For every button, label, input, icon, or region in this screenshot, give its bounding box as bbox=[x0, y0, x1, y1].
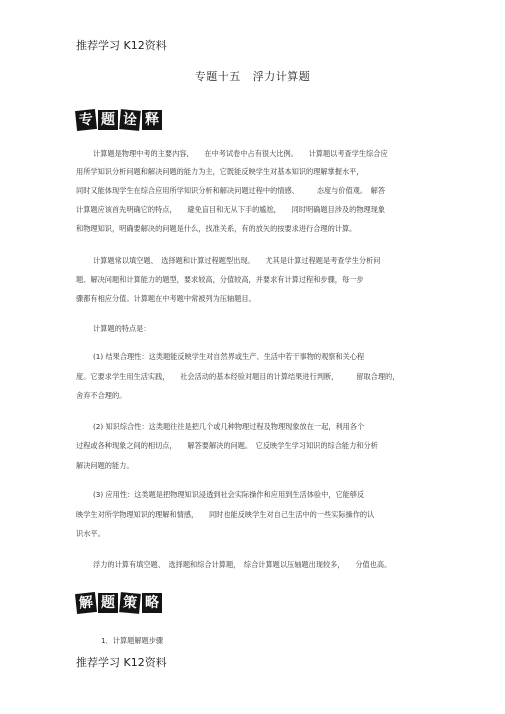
paragraph-line: 用所学知识分析问题和解决问题的能力为主，它既能反映学生对基本知识的理解掌握水平， bbox=[76, 167, 364, 176]
paragraph-line: 解决问题的能力。 bbox=[76, 461, 134, 470]
paragraph-line: 同时又能体现学生在综合应用所学知识分析和解决问题过程中的情感、 态度与价值观。 解答 bbox=[76, 186, 386, 195]
badge-char: 题 bbox=[98, 593, 118, 613]
badge-char: 略 bbox=[142, 593, 162, 613]
paragraph-line: 计算题是物理中考的主要内容， 在中考试卷中占有很大比例。 计算题以考查学生综合应 bbox=[93, 149, 388, 158]
paragraph-line: (1) 结果合理性：这类题能反映学生对自然界或生产、生活中若干事物的观察和关心程 bbox=[93, 352, 365, 361]
badge-char: 策 bbox=[119, 592, 141, 614]
title-topic-name: 浮力计算题 bbox=[252, 70, 311, 83]
paragraph-line: 骤都有相应分值。计算题在中考题中常被列为压轴题目。 bbox=[76, 294, 256, 303]
list-item: 1．计算题解题步骤 bbox=[101, 636, 164, 645]
paragraph-line: 题、解决问题和计算能力的题型，要求较高，分值较高，并要求有计算过程和步骤，每一步 bbox=[76, 275, 364, 284]
section-badge-strategy bbox=[76, 593, 162, 613]
paragraph-line: 舍弃不合理的。 bbox=[76, 391, 127, 400]
paragraph-line: 映学生对所学物理知识的理解和情感， 同时也能反映学生对自己生活中的一些实际操作的认 bbox=[76, 510, 375, 519]
section-badge-explanation bbox=[76, 110, 162, 130]
badge-char: 解 bbox=[75, 592, 97, 614]
badge-char: 专 bbox=[75, 109, 97, 131]
page-header: 推荐学习 K12资料 bbox=[76, 39, 167, 52]
document-title bbox=[0, 68, 505, 84]
badge-char: 题 bbox=[98, 110, 118, 130]
paragraph-line: 计算题应该首先明确它的特点， 避免盲目和无从下手的尴尬， 同时明确题目涉及的物理现象 bbox=[76, 205, 386, 214]
paragraph-line: (3) 应用性：这类题是把物理知识浸透到社会实际操作和应用到生活体验中，它能够反 bbox=[93, 490, 365, 499]
paragraph-line: 浮力的计算有填空题、 选择题和综合计算题， 综合计算题以压轴题出现较多， 分值也高。 bbox=[93, 560, 392, 569]
badge-char: 诠 bbox=[119, 109, 141, 131]
paragraph-line: 和物理知识，明确要解决的问题是什么，找准关系，有的放矢的按要求进行合理的计算。 bbox=[76, 224, 357, 233]
paragraph-line: 过程或各种现象之间的相切点， 解答要解决的问题。 它反映学生学习知识的综合能力和分析 bbox=[76, 441, 378, 450]
title-topic-number: 专题十五 bbox=[194, 70, 241, 83]
page-footer: 推荐学习 K12资料 bbox=[76, 656, 167, 669]
paragraph-line: (2) 知识综合性：这类题往往是把几个或几种物理过程及物理现象放在一起，利用各个 bbox=[93, 422, 365, 431]
badge-char: 释 bbox=[142, 110, 162, 130]
paragraph-line: 识水平。 bbox=[76, 529, 105, 538]
paragraph-line: 计算题常以填空题、 选择题和计算过程题型出现。 尤其是计算过程题是考查学生分析问 bbox=[93, 256, 381, 265]
paragraph-line: 计算题的特点是： bbox=[93, 324, 151, 333]
paragraph-line: 度。它要求学生用生活实践， 社会活动的基本经验对题目的计算结果进行判断， 留取合理的， bbox=[76, 372, 400, 381]
